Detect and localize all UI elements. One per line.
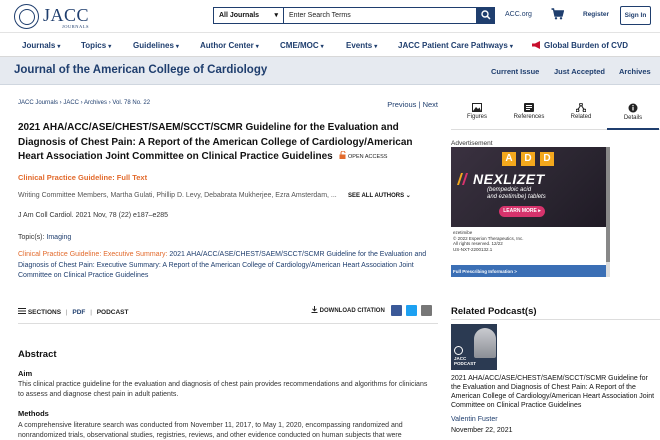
nav-author-center[interactable] <box>200 41 259 50</box>
topics-label: Topic(s): <box>18 234 45 241</box>
ad-learn-more-button[interactable]: LEARN MORE ▸ <box>499 206 545 217</box>
logo-subtitle: JOURNALS <box>62 24 90 29</box>
acc-org-link[interactable]: ACC.org <box>505 11 532 18</box>
ad-letter-a: A <box>502 152 516 166</box>
abstract-heading: Abstract <box>18 349 57 360</box>
search-icon <box>481 10 491 20</box>
podcast-link[interactable]: PODCAST <box>96 309 129 316</box>
main-nav <box>0 33 660 57</box>
methods-text: A comprehensive literature search was conducted from November 11, 2017, to May 1, 2020, encompassing randomized and nonrandomized trials, observational studies, registries, reviews, and other evidence conducted on human subjects that were <box>18 422 403 439</box>
topics-line <box>18 234 71 241</box>
open-access-label: OPEN ACCESS <box>348 154 388 160</box>
podcast-thumb-label <box>454 356 476 366</box>
ad-letter-d1: D <box>521 152 535 166</box>
topic-imaging-link[interactable]: Imaging <box>46 234 72 241</box>
top-header <box>0 0 660 33</box>
chevron-down-icon: ▾ <box>57 44 61 50</box>
nav-label: Events <box>346 41 373 50</box>
citation-line: J Am Coll Cardiol. 2021 Nov, 78 (22) e187–e285 <box>18 212 169 219</box>
ad-scrollbar[interactable] <box>606 147 610 277</box>
ad-subtitle-line: (bempedoic acid <box>487 187 532 193</box>
tool-details[interactable] <box>607 100 659 130</box>
thumb-text: JACC <box>454 356 467 361</box>
chevron-down-icon: ▾ <box>175 44 179 50</box>
tool-figures[interactable] <box>451 100 503 130</box>
chevron-down-icon: ▾ <box>255 44 259 50</box>
nav-label: Global Burden of CVD <box>544 41 628 50</box>
nav-guidelines[interactable] <box>133 41 179 50</box>
ad-legal-line: US-NXT-2200132.1 <box>453 246 493 252</box>
article-toolbar <box>18 300 438 324</box>
nav-label: Journals <box>22 41 56 50</box>
ad-prescribing-info-link[interactable]: Full Prescribing Information > <box>451 265 606 277</box>
podcast-host-photo <box>474 328 496 358</box>
nav-label: Author Center <box>200 41 254 50</box>
sign-in-button[interactable]: Sign In <box>620 6 651 25</box>
see-all-authors-button[interactable] <box>348 192 411 199</box>
article-title: 2021 AHA/ACC/ASE/CHEST/SAEM/SCCT/SCMR Guideline for the Evaluation and Diagnosis of Chest Pain: A Report of the American College of Cardiology/American Heart Association Joint Committee on Clinical Practice Guidelines <box>18 122 413 162</box>
megaphone-icon <box>532 41 542 49</box>
nav-label: Guidelines <box>133 41 174 50</box>
open-lock-icon <box>339 151 347 159</box>
aim-text: This clinical practice guideline for the evaluation and diagnosis of chest pain provides recommendations and algorithms for clinicians to assess and diagnose chest pain in adult patients. <box>18 381 428 398</box>
nexlizet-mark-icon <box>456 172 470 186</box>
sections-label: SECTIONS <box>27 309 62 316</box>
jacc-logo[interactable] <box>14 4 104 30</box>
related-podcasts-heading: Related Podcast(s) <box>451 306 537 317</box>
chevron-down-icon: ▾ <box>320 44 324 50</box>
journal-select[interactable] <box>213 7 283 24</box>
nav-label: CME/MOC <box>280 41 319 50</box>
aim-heading: Aim <box>18 369 33 378</box>
related-icon <box>576 103 586 112</box>
next-link[interactable]: Next <box>422 100 438 109</box>
nav-topics[interactable] <box>81 41 111 50</box>
nav-events[interactable] <box>346 41 377 50</box>
logo-text: JACC <box>43 5 90 25</box>
tool-label: Figures <box>466 114 487 120</box>
article-title-block <box>18 121 418 165</box>
chevron-down-icon: ▾ <box>374 44 378 50</box>
divider <box>451 319 660 320</box>
see-all-authors-label: SEE ALL AUTHORS <box>348 193 405 199</box>
nav-global-burden-cvd[interactable] <box>532 41 628 50</box>
chevron-down-icon: ▾ <box>509 44 513 50</box>
tool-related[interactable] <box>555 100 607 130</box>
prev-next-separator: | <box>418 100 423 109</box>
cart-icon[interactable] <box>551 8 564 20</box>
breadcrumb[interactable]: JACC Journals › JACC › Archives › Vol. 78 No. 22 <box>18 100 151 106</box>
prev-next-nav <box>387 100 438 109</box>
references-icon <box>524 103 534 112</box>
cpg-full-text-label: Clinical Practice Guideline: Full Text <box>18 173 148 182</box>
journal-title[interactable]: Journal of the American College of Cardiology <box>14 64 268 76</box>
download-icon <box>311 306 318 313</box>
podcast-author[interactable]: Valentin Fuster <box>451 416 498 423</box>
previous-link[interactable]: Previous <box>387 100 417 109</box>
journal-title-bar <box>0 57 660 85</box>
ad-legal-line: All rights reserved. 12/22 <box>453 241 503 246</box>
podcast-title[interactable]: 2021 AHA/ACC/ASE/CHEST/SAEM/SCCT/SCMR Guideline for the Evaluation and Diagnosis of Chest Pain: A Report of the American College of Cardiology/American Heart Association Joint Committee on Clinical Practice Guidelines <box>451 375 655 409</box>
nav-journals[interactable] <box>22 41 60 50</box>
ad-brand: NEXLIZET <box>473 171 545 187</box>
chevron-down-icon: ⌄ <box>405 193 411 199</box>
sections-button[interactable] <box>18 309 63 316</box>
executive-summary-label: Clinical Practice Guideline: Executive Summary: <box>18 251 168 258</box>
thumb-text: PODCAST <box>454 361 477 366</box>
current-issue-link[interactable]: Current Issue <box>491 67 540 76</box>
ad-legal-line: © 2022 Esperion Therapeutics, Inc. <box>453 235 524 241</box>
article-main <box>18 85 438 440</box>
chevron-down-icon: ▾ <box>274 12 278 19</box>
menu-icon <box>18 308 26 314</box>
open-access-badge <box>339 150 388 165</box>
toolbar-left <box>18 308 128 316</box>
twitter-share-icon[interactable] <box>406 305 417 316</box>
just-accepted-link[interactable]: Just Accepted <box>554 67 605 76</box>
search-button[interactable] <box>477 7 495 24</box>
authors-list: Writing Committee Members, Martha Gulati, Phillip D. Levy, Debabrata Mukherjee, Ezra Amsterdam, ... <box>18 192 337 199</box>
article-tools <box>451 100 660 130</box>
jacc-seal-icon <box>454 346 463 355</box>
methods-heading: Methods <box>18 409 49 418</box>
tool-references[interactable] <box>503 100 555 130</box>
nav-patient-care-pathways[interactable] <box>398 41 513 50</box>
chevron-down-icon: ▾ <box>108 44 112 50</box>
pdf-link[interactable]: PDF <box>72 309 86 316</box>
podcast-thumbnail[interactable] <box>451 324 497 370</box>
facebook-share-icon[interactable] <box>391 305 402 316</box>
advertisement-banner[interactable] <box>451 147 606 277</box>
advertisement-label: Advertisement <box>451 140 493 147</box>
nav-label: JACC Patient Care Pathways <box>398 41 508 50</box>
download-citation-button[interactable] <box>311 306 385 314</box>
ad-subtitle <box>487 187 546 201</box>
archives-link[interactable]: Archives <box>619 67 651 76</box>
ad-subtitle-line: and ezetimibe) tablets <box>487 194 546 200</box>
tool-label: Related <box>570 114 592 120</box>
register-link[interactable]: Register <box>583 11 610 18</box>
nav-label: Topics <box>81 41 107 50</box>
ad-legal-line: ezetimibe <box>453 230 473 235</box>
sidebar <box>451 85 660 440</box>
download-citation-label: DOWNLOAD CITATION <box>319 308 385 314</box>
toolbar-separator: | <box>65 309 68 316</box>
jacc-seal-icon <box>14 4 39 29</box>
ad-letter-d2: D <box>540 152 554 166</box>
info-icon <box>628 103 638 113</box>
executive-summary-link[interactable]: 2021 AHA/ACC/ASE/CHEST/SAEM/SCCT/SCMR Guideline for the Evaluation and Diagnosis of Chest Pain: Executive Summary: A Report of the American College of Cardiology/American Heart Association Joint Committee on Clinical Practice Guidelines <box>18 251 427 279</box>
tool-label: References <box>513 114 545 120</box>
image-icon <box>472 103 482 112</box>
toolbar-separator: | <box>90 309 92 316</box>
nav-cme-moc[interactable] <box>280 41 324 50</box>
search-input[interactable]: Enter Search Terms <box>283 7 477 24</box>
email-share-icon[interactable] <box>421 305 432 316</box>
journal-select-value: All Journals <box>219 12 260 19</box>
tool-label: Details <box>623 115 643 121</box>
executive-summary-link-block <box>18 250 428 282</box>
podcast-date: November 22, 2021 <box>451 427 513 434</box>
